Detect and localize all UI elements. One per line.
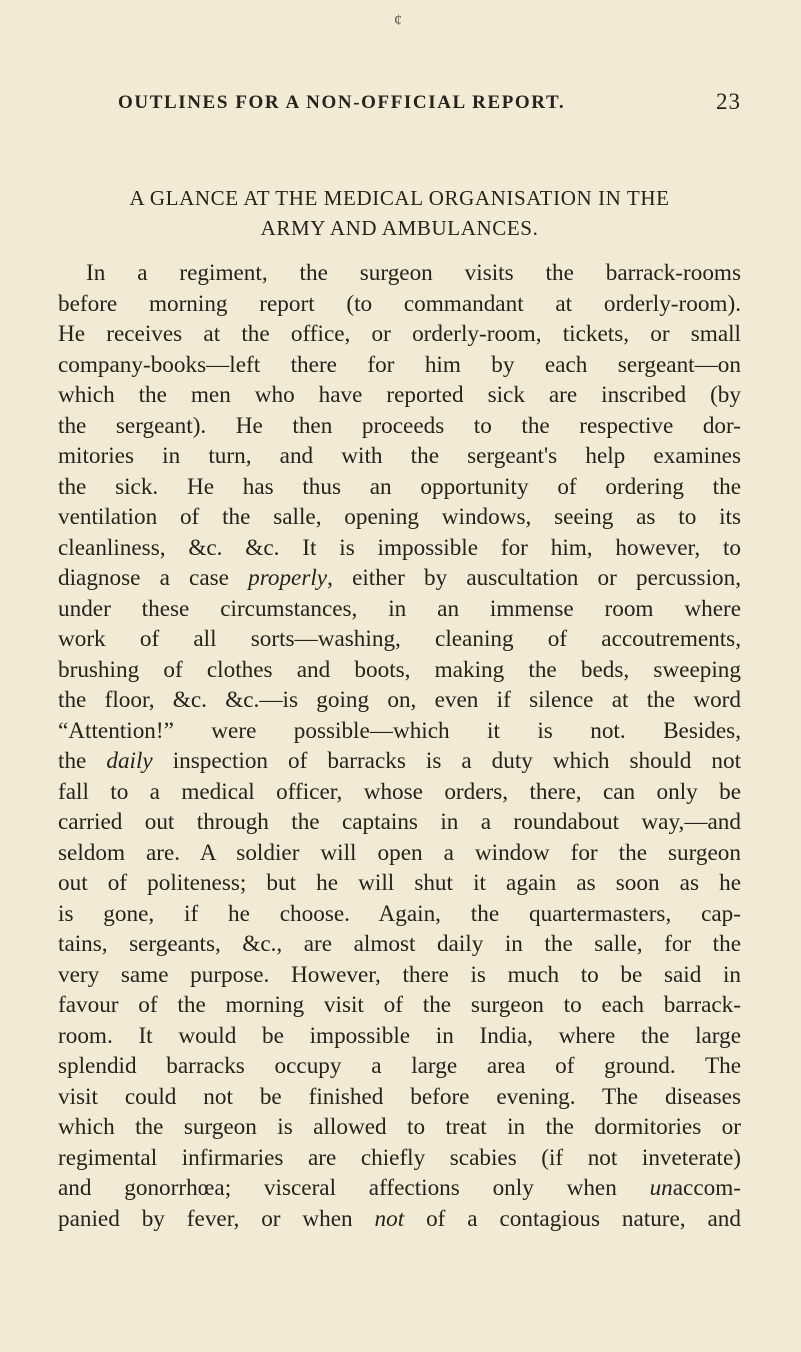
text-line: He receives at the office, or orderly-room, tickets, or small (58, 321, 741, 347)
running-title: OUTLINES FOR A NON-OFFICIAL REPORT. (118, 92, 566, 113)
text-line: seldom are. A soldier will open a window for the surgeon (58, 839, 741, 866)
text-line: before morning report (to commandant at orderly-room). (58, 290, 741, 317)
text-line: In a regiment, the surgeon visits the barrack-rooms (86, 260, 741, 286)
text-segment: accom- (672, 1175, 741, 1201)
text-line: the floor, &c. &c.—is going on, even if silence at the word (58, 687, 741, 713)
emphasis-text: properly (248, 565, 328, 591)
text-line: is gone, if he choose. Again, the quartermasters, cap- (58, 900, 741, 927)
text-line (58, 746, 741, 777)
text-segment: inspection of barracks is a duty which should not (152, 748, 742, 774)
text-line: visit could not be finished before evening. The diseases (58, 1083, 741, 1110)
text-segment: , either by auscultation or percussion, (327, 565, 742, 591)
text-segment: the (58, 748, 107, 774)
text-line: out of politeness; but he will shut it again as soon as he (58, 870, 741, 896)
text-line: work of all sorts—washing, cleaning of accoutrements, (58, 626, 741, 652)
text-line: ventilation of the salle, opening windows, seeing as to its (58, 504, 741, 530)
text-line: fall to a medical officer, whose orders, there, can only be (58, 778, 741, 805)
text-line: favour of the morning visit of the surgeon to each barrack- (58, 992, 741, 1018)
text-line: carried out through the captains in a roundabout way,—and (58, 809, 741, 835)
text-line: very same purpose. However, there is much to be said in (58, 961, 741, 988)
text-line: the sick. He has thus an opportunity of ordering the (58, 473, 741, 500)
section-heading (58, 183, 741, 243)
text-line: mitories in turn, and with the sergeant's help examines (58, 443, 741, 469)
text-segment: and gonorrhœa; visceral affections only when (58, 1175, 650, 1201)
text-segment: panied by fever, or when (58, 1205, 375, 1232)
text-segment: of a contagious nature, and (404, 1205, 741, 1232)
text-segment: diagnose a case (58, 565, 249, 591)
emphasis-text: un (649, 1175, 673, 1201)
text-line: cleanliness, &c. &c. It is impossible for him, however, to (58, 534, 741, 561)
text-line: which the men who have reported sick are inscribed (by (58, 382, 741, 408)
emphasis-text: daily (106, 748, 153, 774)
text-line: the sergeant). He then proceeds to the respective dor- (58, 412, 741, 439)
printer-mark: ¢ (394, 12, 402, 29)
page-number: 23 (716, 89, 741, 114)
text-line (58, 1204, 741, 1235)
body-paragraph (58, 258, 741, 1234)
text-line: splendid barracks occupy a large area of ground. The (58, 1053, 741, 1079)
text-line: brushing of clothes and boots, making the beds, sweeping (58, 656, 741, 683)
text-line: tains, sergeants, &c., are almost daily in the salle, for the (58, 931, 741, 957)
section-heading-line-2: ARMY AND AMBULANCES. (260, 216, 539, 240)
text-line: room. It would be impossible in India, where the large (58, 1022, 741, 1049)
text-line: “Attention!” were possible—which it is not. Besides, (58, 717, 741, 744)
text-line: regimental infirmaries are chiefly scabies (if not inveterate) (58, 1144, 741, 1171)
text-line (58, 563, 741, 594)
text-line: which the surgeon is allowed to treat in the dormitories or (58, 1114, 741, 1140)
section-heading-line-1: A GLANCE AT THE MEDICAL ORGANISATION IN THE (129, 186, 670, 210)
text-line: under these circumstances, in an immense room where (58, 595, 741, 622)
text-line: company-books—left there for him by each sergeant—on (58, 351, 741, 378)
text-line (58, 1173, 741, 1204)
running-head (58, 89, 741, 116)
emphasis-text: not (374, 1205, 405, 1232)
